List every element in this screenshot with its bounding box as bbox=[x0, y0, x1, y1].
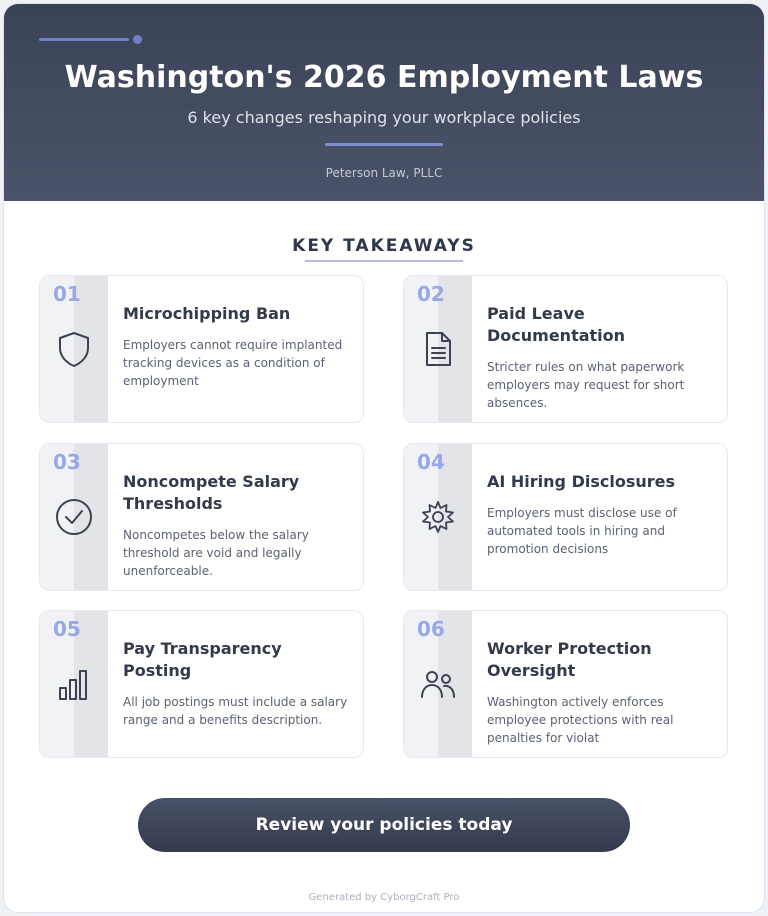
takeaway-card-03 bbox=[39, 443, 364, 591]
takeaway-description: Employers must disclose use of automated tools in hiring and promotion decisions bbox=[487, 506, 677, 556]
header bbox=[4, 4, 764, 201]
shield-icon bbox=[54, 329, 94, 369]
check-circle-icon bbox=[54, 497, 94, 537]
page-subtitle: 6 key changes reshaping your workplace policies bbox=[187, 108, 581, 127]
infographic-card bbox=[4, 4, 764, 912]
takeaway-number: 03 bbox=[53, 450, 81, 474]
takeaway-number: 01 bbox=[53, 282, 81, 306]
document-icon bbox=[418, 329, 458, 369]
review-policies-button[interactable]: Review your policies today bbox=[138, 798, 630, 852]
bar-chart-icon bbox=[54, 664, 94, 704]
takeaway-description: All job postings must include a salary range and a benefits description. bbox=[123, 695, 348, 727]
section-underline bbox=[305, 260, 463, 262]
takeaway-title: Pay Transparency Posting bbox=[123, 639, 282, 680]
takeaway-number: 04 bbox=[417, 450, 445, 474]
takeaway-description: Washington actively enforces employee protections with real penalties for violat bbox=[487, 695, 674, 745]
header-divider bbox=[325, 143, 443, 146]
people-icon bbox=[418, 664, 458, 704]
firm-name: Peterson Law, PLLC bbox=[325, 166, 443, 180]
takeaway-number: 06 bbox=[417, 617, 445, 641]
footer-credit: Generated by CyborgCraft Pro bbox=[308, 892, 460, 903]
takeaway-description: Noncompetes below the salary threshold are void and legally unenforceable. bbox=[123, 528, 309, 578]
page-title: Washington's 2026 Employment Laws bbox=[64, 60, 704, 95]
takeaway-title: Worker Protection Oversight bbox=[487, 639, 652, 680]
takeaway-number: 05 bbox=[53, 617, 81, 641]
gear-icon bbox=[418, 497, 458, 537]
takeaway-card-06 bbox=[403, 610, 728, 758]
takeaway-description: Employers cannot require implanted tracking devices as a condition of employment bbox=[123, 338, 343, 388]
takeaway-title: Noncompete Salary Thresholds bbox=[123, 472, 300, 513]
takeaway-card-04 bbox=[403, 443, 728, 591]
takeaway-description: Stricter rules on what paperwork employers may request for short absences. bbox=[487, 360, 685, 410]
decorative-line bbox=[39, 38, 129, 41]
takeaway-title: Microchipping Ban bbox=[123, 304, 291, 323]
takeaway-title: AI Hiring Disclosures bbox=[487, 472, 675, 491]
takeaway-card-02 bbox=[403, 275, 728, 423]
section-title: KEY TAKEAWAYS bbox=[292, 236, 476, 256]
takeaway-card-05 bbox=[39, 610, 364, 758]
takeaway-card-01 bbox=[39, 275, 364, 423]
decorative-dot bbox=[133, 35, 142, 44]
takeaway-number: 02 bbox=[417, 282, 445, 306]
takeaway-title: Paid Leave Documentation bbox=[487, 304, 626, 345]
